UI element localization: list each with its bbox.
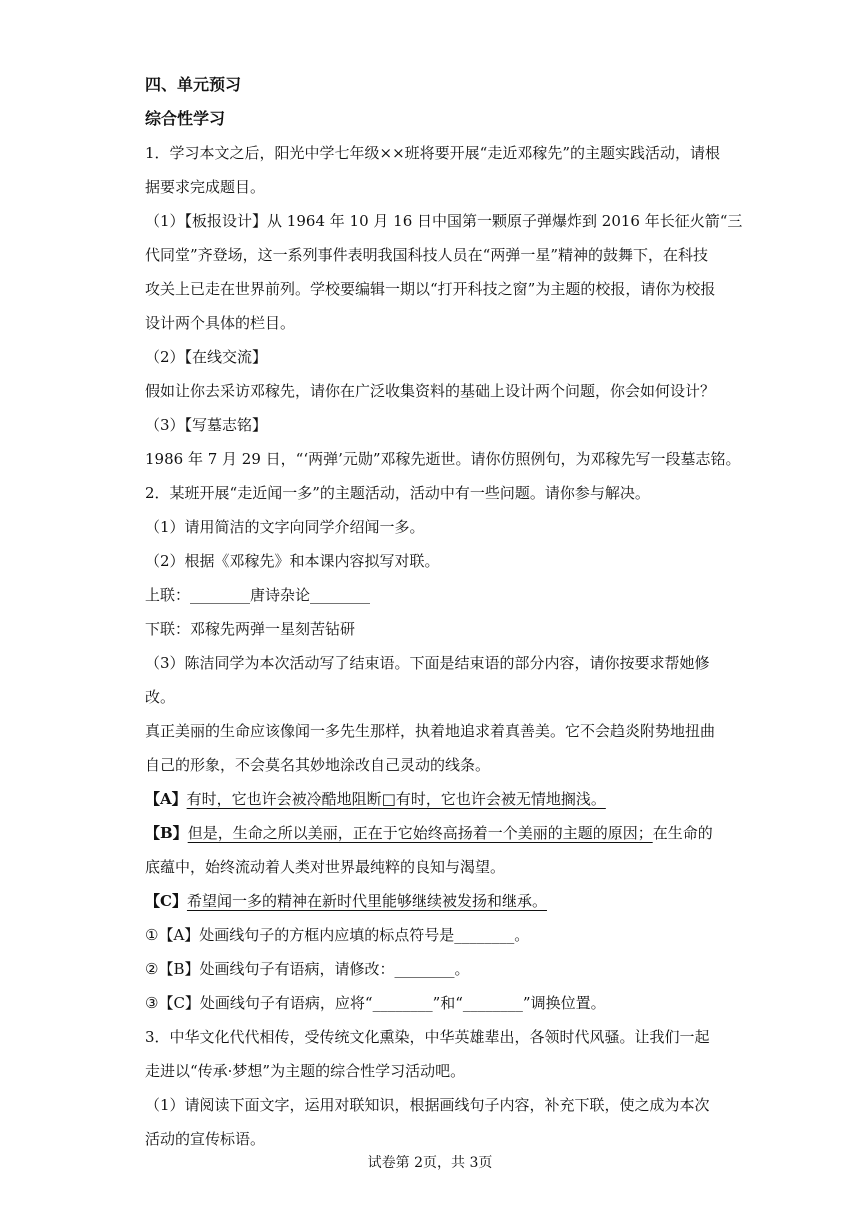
q1-part1-line-3: 攻关上已走在世界前列。学校要编辑一期以“打开科技之窗”为主题的校报，请你为校报 bbox=[145, 280, 716, 298]
page-footer: 试卷第 2页，共 3页 bbox=[367, 1155, 493, 1171]
subsection-title: 综合性学习 bbox=[145, 109, 226, 128]
sentence-c-label: 【C】 bbox=[145, 892, 187, 910]
sentence-a bbox=[145, 782, 735, 816]
page-content bbox=[145, 68, 743, 1156]
q1-stem-line-2: 据要求完成题目。 bbox=[145, 178, 266, 196]
sentence-a-underlined: 有时，它也许会被冷酷地阻断□有时，它也许会被无情地搁浅。 bbox=[186, 790, 606, 808]
q2-part3-line-2: 改。 bbox=[145, 688, 176, 706]
sentence-c bbox=[145, 884, 735, 918]
subquestion-3: ③【C】处画线句子有语病，应将“________”和“________”调换位置。 bbox=[145, 994, 606, 1012]
q2-part3-line-1: （3）陈洁同学为本次活动写了结束语。下面是结束语的部分内容，请你按要求帮她修 bbox=[145, 654, 710, 672]
q2-part2: （2）根据《邓稼先》和本课内容拟写对联。 bbox=[145, 552, 440, 570]
q1-part1-line-4: 设计两个具体的栏目。 bbox=[145, 314, 296, 332]
passage-line-1: 真正美丽的生命应该像闻一多先生那样，执着地追求着真善美。它不会趋炎附势地扭曲 bbox=[145, 722, 716, 740]
q3-part1-line-1: （1）请阅读下面文字，运用对联知识，根据画线句子内容，补充下联，使之成为本次 bbox=[145, 1096, 710, 1114]
sentence-b-rest: 在生命的 bbox=[652, 824, 713, 842]
q1-part3-text: 1986 年 7 月 29 日，“‘两弹’元勋”邓稼先逝世。请你仿照例句，为邓稼先写一段墓志铭。 bbox=[145, 450, 741, 468]
q3-stem-line-2: 走进以“传承·梦想”为主题的综合性学习活动吧。 bbox=[145, 1062, 466, 1080]
q1-part2-title: （2）【在线交流】 bbox=[145, 348, 268, 366]
q3-stem-line-1: 3．中华文化代代相传，受传统文化熏染，中华英雄辈出，各领时代风骚。让我们一起 bbox=[145, 1028, 710, 1046]
sentence-b-label: 【B】 bbox=[145, 824, 188, 842]
q2-stem: 2．某班开展“走近闻一多”的主题活动，活动中有一些问题。请你参与解决。 bbox=[145, 484, 650, 502]
sentence-b-underlined: 但是，生命之所以美丽，正在于它始终高扬着一个美丽的主题的原因； bbox=[187, 824, 653, 842]
q1-stem-line-1: 1．学习本文之后，阳光中学七年级××班将要开展“走近邓稼先”的主题实践活动，请根 bbox=[145, 144, 721, 162]
couplet-upper: 上联：________唐诗杂论________ bbox=[145, 586, 371, 604]
section-title: 四、单元预习 bbox=[145, 75, 242, 94]
sentence-b-line-2: 底蕴中，始终流动着人类对世界最纯粹的良知与渴望。 bbox=[145, 858, 506, 876]
q1-part3-title: （3）【写墓志铭】 bbox=[145, 416, 268, 434]
subquestion-2: ②【B】处画线句子有语病，请修改：________。 bbox=[145, 960, 470, 978]
passage-line-2: 自己的形象，不会莫名其妙地涂改自己灵动的线条。 bbox=[145, 756, 491, 774]
q1-part1-line-2: 代同堂”齐登场，这一系列事件表明我国科技人员在“两弹一星”精神的鼓舞下，在科技 bbox=[145, 246, 709, 264]
sentence-c-underlined: 希望闻一多的精神在新时代里能够继续被发扬和继承。 bbox=[186, 892, 547, 910]
q3-part1-line-2: 活动的宣传标语。 bbox=[145, 1130, 266, 1148]
q2-part1: （1）请用简洁的文字向同学介绍闻一多。 bbox=[145, 518, 425, 536]
sentence-b bbox=[145, 816, 735, 850]
couplet-lower: 下联：邓稼先两弹一星刻苦钻研 bbox=[145, 620, 356, 638]
q1-part2-text: 假如让你去采访邓稼先，请你在广泛收集资料的基础上设计两个问题，你会如何设计？ bbox=[145, 382, 716, 400]
sentence-a-label: 【A】 bbox=[145, 790, 187, 808]
q1-part1-line-1: （1）【板报设计】从 1964 年 10 月 16 日中国第一颗原子弹爆炸到 2016 年长征火箭“三 bbox=[145, 212, 743, 230]
subquestion-1: ①【A】处画线句子的方框内应填的标点符号是________。 bbox=[145, 926, 530, 944]
